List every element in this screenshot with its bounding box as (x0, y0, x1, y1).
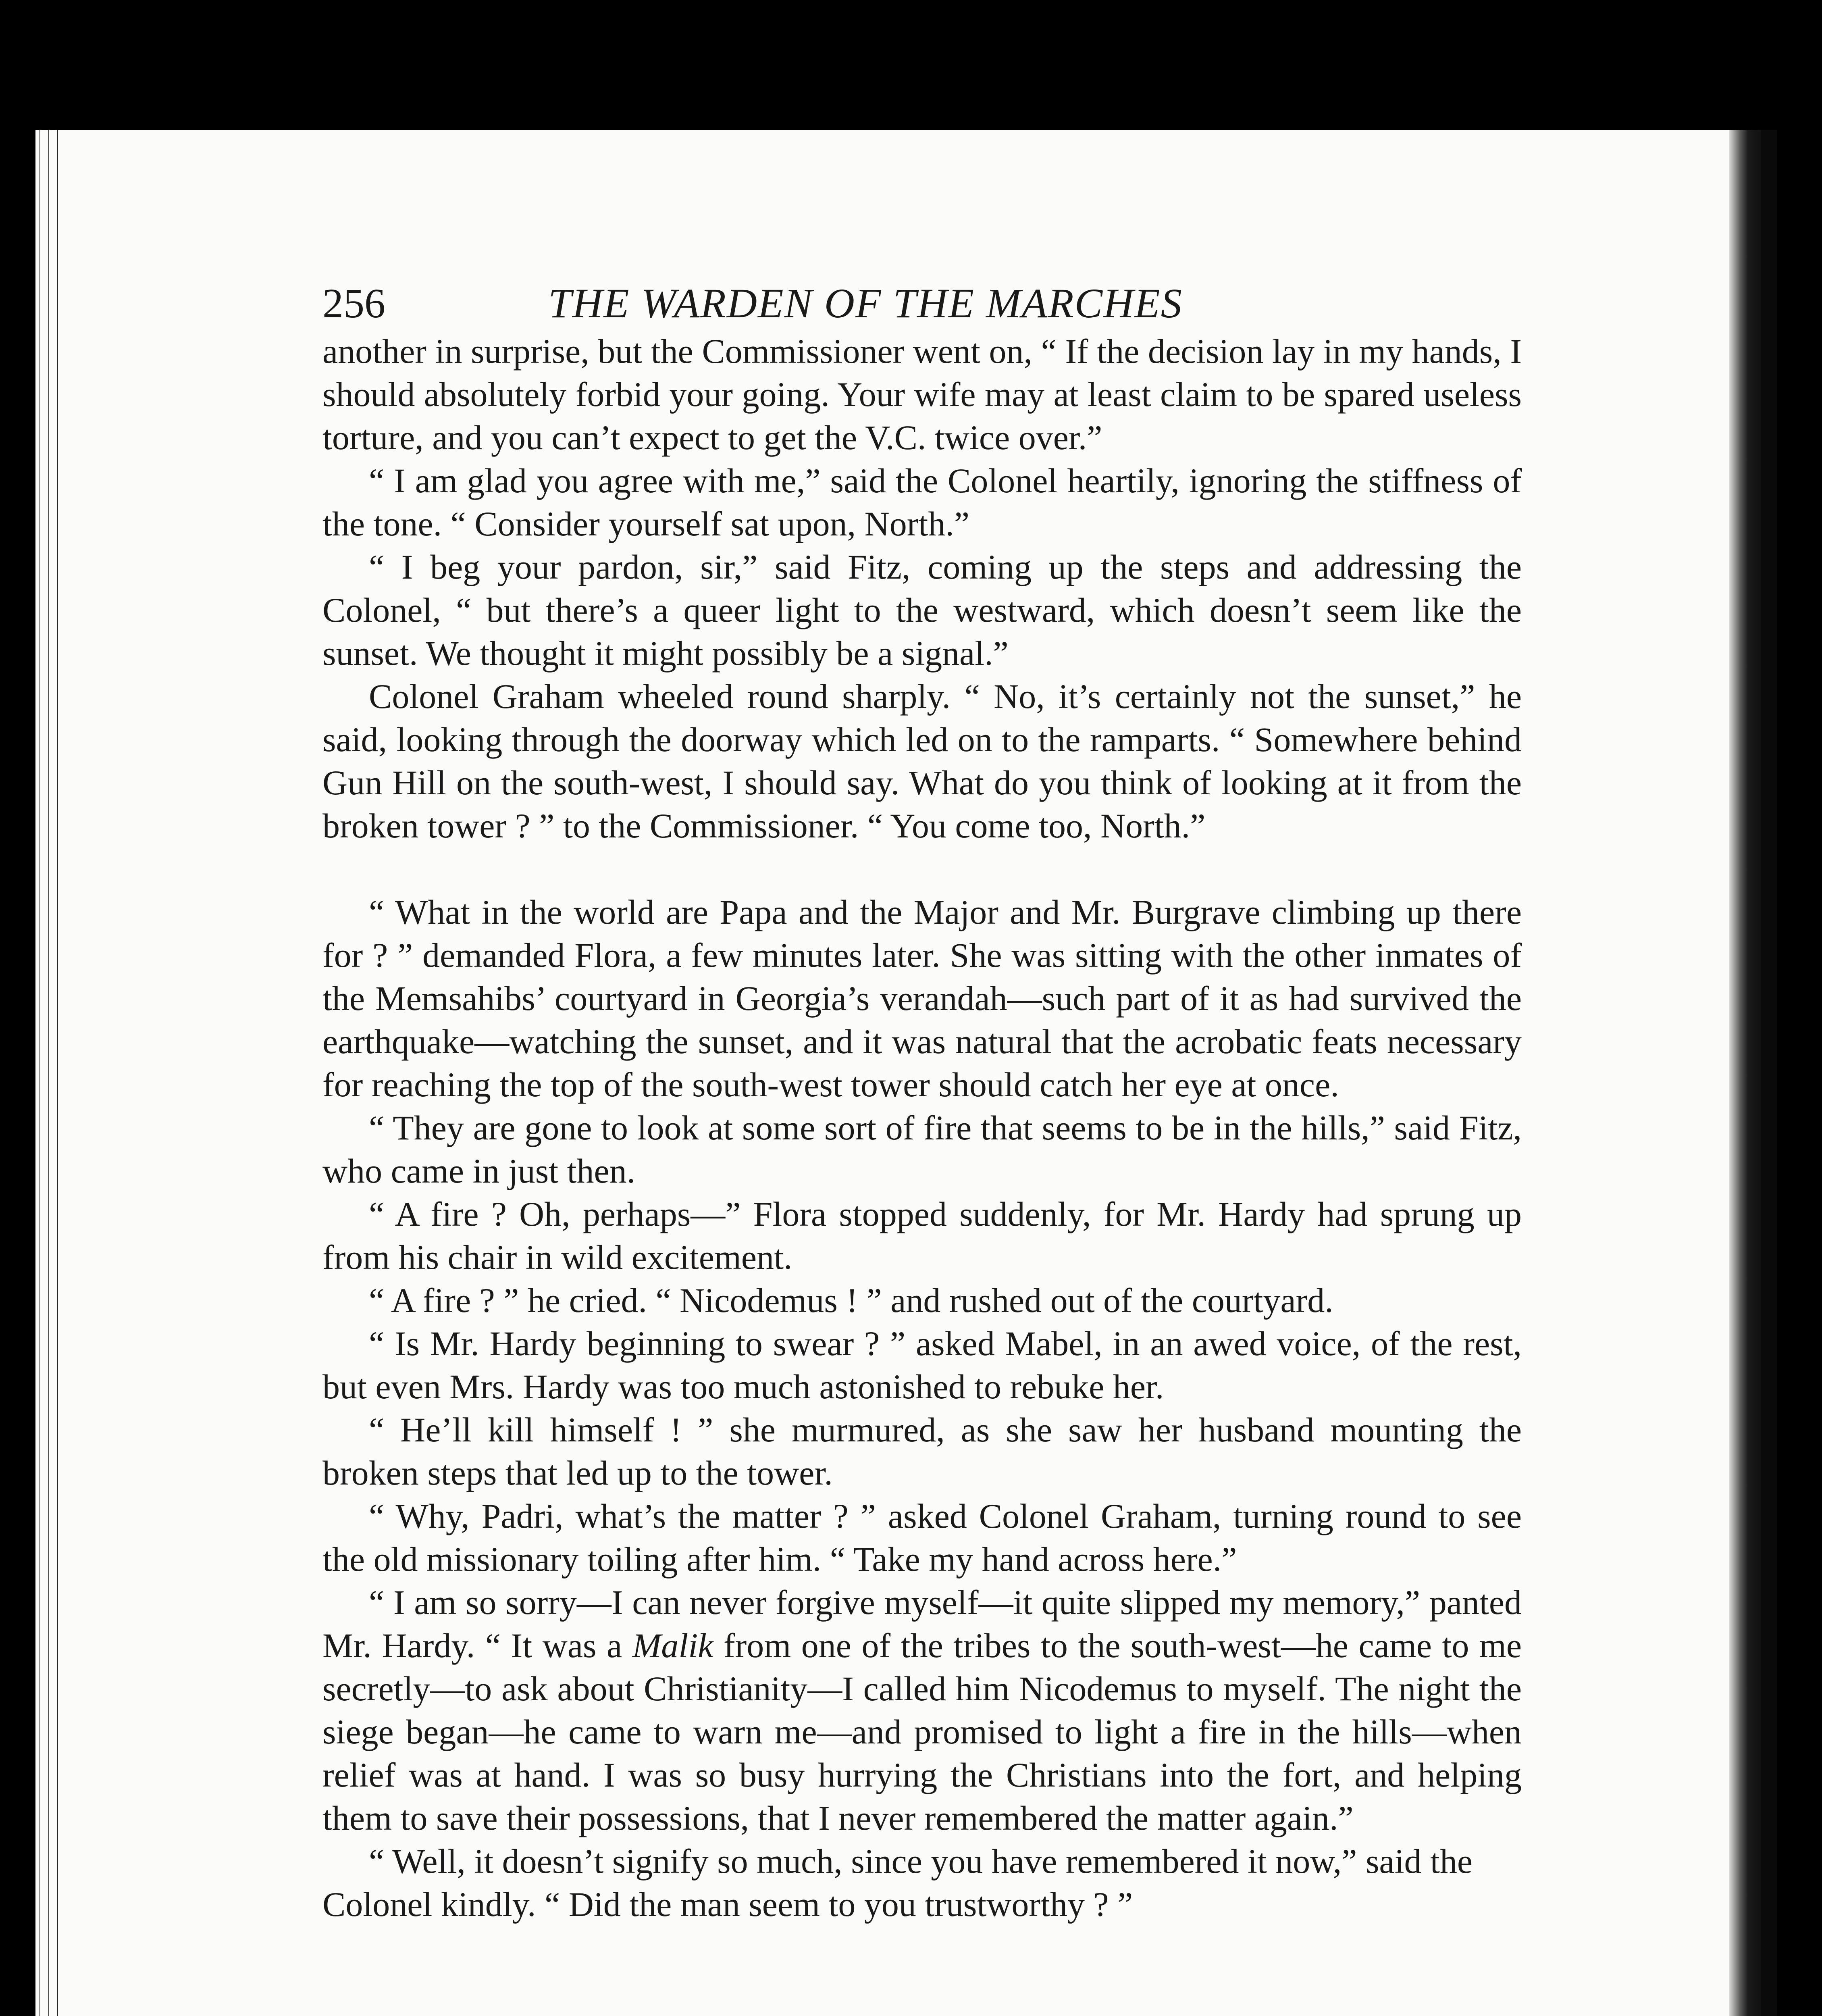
paragraph-7: “ A fire ? Oh, perhaps—” Flora stopped suddenly, for Mr. Hardy had sprung up from his chair in wild excitement. (322, 1195, 1522, 1277)
page-gutter-shadow (1729, 130, 1761, 2016)
paragraph-6: “ They are gone to look at some sort of fire that seems to be in the hills,” said Fitz, who came in just then. (322, 1108, 1522, 1190)
paragraph-1: another in surprise, but the Commissioner went on, “ If the decision lay in my hands, I should absolutely forbid your going. Your wife may at least claim to be spared useless torture, and you can’t expect to get the V.C. twice over.” (322, 332, 1522, 457)
page-content (322, 277, 1522, 1926)
paragraph-2: “ I am glad you agree with me,” said the Colonel heartily, ignoring the stiffness of the tone. “ Consider yourself sat upon, North.” (322, 461, 1522, 543)
paragraph-8: “ A fire ? ” he cried. “ Nicodemus ! ” and rushed out of the courtyard. (369, 1281, 1333, 1320)
paragraph-4: Colonel Graham wheeled round sharply. “ No, it’s certainly not the sunset,” he said, looking through the doorway which led on to the ramparts. “ Somewhere behind Gun Hill on the south-west, I should say. What do you think of looking at it from the broken tower ? ” to the Commissioner. “ You come too, North.” (322, 677, 1522, 845)
section-break (322, 848, 1522, 891)
page-number: 256 (322, 280, 385, 327)
paragraph-10: “ He’ll kill himself ! ” she murmured, as she saw her husband mounting the broken steps that led up to the tower. (322, 1410, 1522, 1492)
italic-word-malik: Malik (632, 1626, 713, 1665)
running-title: THE WARDEN OF THE MARCHES (548, 280, 1183, 327)
paragraph-12-part-a: “ I am so sorry—I can never forgive myself—it quite slipped my memory,” panted Mr. Hardy. “ It was a (322, 1583, 1522, 1665)
paragraph-13: “ Well, it doesn’t signify so much, since you have remembered it now,” said the Colonel kindly. “ Did the man seem to you trustworthy ? ” (322, 1842, 1473, 1924)
page-right-strip (1761, 130, 1777, 2016)
paragraph-11: “ Why, Padri, what’s the matter ? ” asked Colonel Graham, turning round to see the old missionary toiling after him. “ Take my hand across here.” (322, 1497, 1522, 1579)
paragraph-5: “ What in the world are Papa and the Major and Mr. Burgrave climbing up there for ? ” demanded Flora, a few minutes later. She was sitting with the other inmates of the Memsahibs’ courtyard in Georgia’s verandah—such part of it as had survived the earthquake—watching the sunset, and it was natural that the acrobatic feats necessary for reaching the top of the south-west tower should catch her eye at once. (322, 893, 1522, 1104)
paragraph-9: “ Is Mr. Hardy beginning to swear ? ” asked Mabel, in an awed voice, of the rest, but even Mrs. Hardy was too much astonished to rebuke her. (322, 1324, 1522, 1406)
paragraph-3: “ I beg your pardon, sir,” said Fitz, coming up the steps and addressing the Colonel, “ but there’s a queer light to the westward, which doesn’t seem like the sunset. We thought it might possibly be a signal.” (322, 548, 1522, 673)
running-head (322, 277, 1522, 330)
page-left-edge (35, 130, 64, 2016)
paragraph-12 (322, 1581, 1522, 1840)
paragraph-12-part-b: from one of the tribes to the south-west—he came to me secretly—to ask about Christianity—I called him Nicodemus to myself. The night the siege began—he came to warn me—and promised to light a fire in the hills—when relief was at hand. I was so busy hurrying the Christians into the fort, and helping them to save their possessions, that I never remembered the matter again.” (322, 1626, 1522, 1837)
